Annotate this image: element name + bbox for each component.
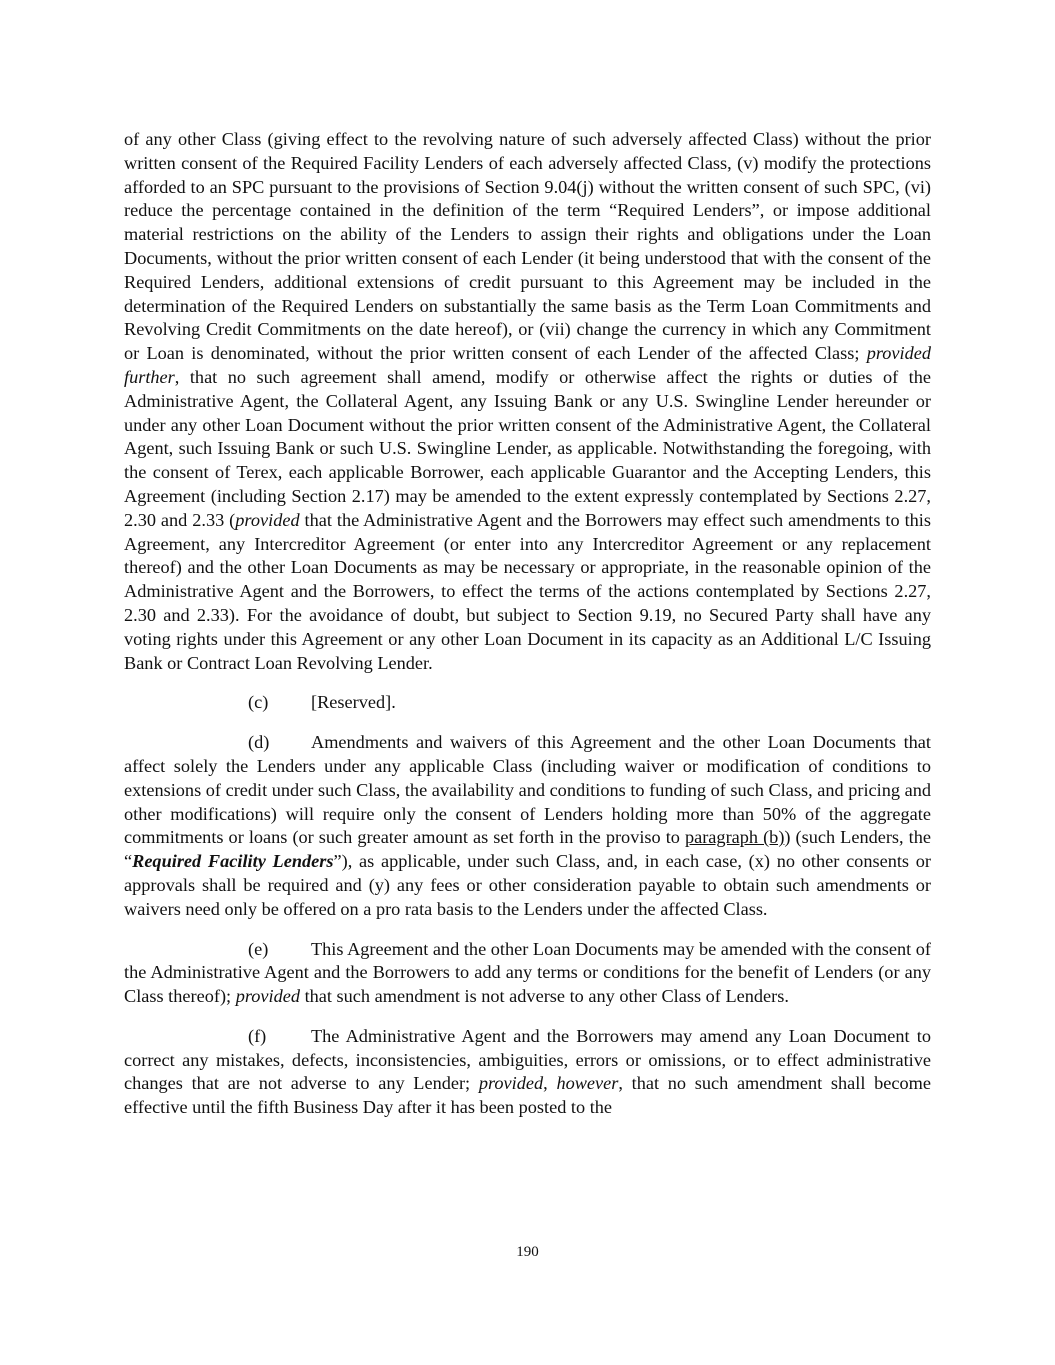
document-page: [124, 128, 931, 1120]
italic-run: however: [556, 1073, 619, 1094]
clause-label: (c): [248, 692, 269, 713]
paragraph-continued: [124, 128, 931, 675]
clause-label: (e): [248, 938, 269, 959]
text-run: of any other Class (giving effect to the revolving nature of such adversely affected Class) without the prior written consent of the Required Facility Lenders of each adversely affected Class, (v) modify the protections afforded to an SPC pursuant to the provisions of Section 9.04(j) without the written consent of such SPC, (vi) reduce the percentage contained in the definition of the term “Required Lenders”, or impose additional material restrictions on the ability of the Lenders to assign their rights and obligations under the Loan Documents, without the prior written consent of each Lender (it being understood that with the consent of the Required Lenders, additional extensions of credit pursuant to this Agreement may be included in the determination of the Required Lenders on substantially the same basis as the Term Loan Commitments and Revolving Credit Commitments on the date hereof), or (vii) change the currency in which any Commitment or Loan is denominated, without the prior written consent of each Lender of the affected Class;: [124, 129, 931, 364]
text-run: that the Administrative Agent and the Borrowers may effect such amendments to this Agreement, any Intercreditor Agreement (or enter into any Intercreditor Agreement or any replacement thereof) and the other Loan Documents as may be necessary or appropriate, in the reasonable opinion of the Administrative Agent and the Borrowers, to effect the terms of the actions contemplated by Sections 2.27, 2.30 and 2.33). For the avoidance of doubt, but subject to Section 9.19, no Secured Party shall have any voting rights under this Agreement or any other Loan Document in its capacity as an Additional L/C Issuing Bank or Contract Loan Revolving Lender.: [124, 509, 931, 673]
text-run: ”), as applicable, under such Class, and, in each case, (x) no other consents or approvals shall be required and (y) any fees or other consideration payable to obtain such amendments or waivers need only be offered on a pro rata basis to the Lenders under the affected Class.: [124, 851, 932, 919]
text-run: ,: [543, 1073, 557, 1094]
paragraph-d: [124, 731, 931, 921]
text-run: This Agreement and the other Loan Documents may be amended with the consent of the Administrative Agent and the Borrowers to add any terms or conditions for the benefit of Lenders (or any Class thereof);: [124, 938, 931, 1007]
italic-run: provided: [235, 509, 300, 530]
clause-label: (f): [248, 1025, 267, 1046]
clause-label: (d): [248, 732, 270, 753]
page-number: 190: [516, 1244, 539, 1260]
paragraph-f: [124, 1025, 931, 1120]
cross-reference-link[interactable]: paragraph (b): [684, 827, 785, 848]
italic-run: provided: [478, 1073, 544, 1094]
text-run: , that no such agreement shall amend, modify or otherwise affect the rights or duties of the Administrative Agent, the Collateral Agent, any Issuing Bank or any U.S. Swingline Lender hereunder or under any other Loan Document without the prior written consent of the Administrative Agent, the Collateral Agent, such Issuing Bank or such U.S. Swingline Lender, as applicable. Notwithstanding the foregoing, with the consent of Terex, each applicable Borrower, each applicable Guarantor and the Accepting Lenders, this Agreement (including Section 2.17) may be amended to the extent expressly contemplated by Sections 2.27, 2.30 and 2.33 (: [124, 366, 931, 530]
defined-term: Required Facility Lenders: [132, 851, 334, 872]
paragraph-e: [124, 938, 931, 1009]
text-run: The Administrative Agent and the Borrowers may amend any Loan Document to correct any mistakes, defects, inconsistencies, ambiguities, errors or omissions, or to effect administrative changes that are not adverse to any Lender;: [124, 1025, 931, 1094]
text-run: Amendments and waivers of this Agreement and the other Loan Documents that affect solely the Lenders under any applicable Class (including waiver or modification of conditions to extensions of credit under such Class, the availability and conditions to funding of such Class, and pricing and other modifications) will require only the consent of Lenders holding more than 50% of the aggregate commitments or loans (or such greater amount as set forth in the proviso to: [124, 732, 931, 848]
paragraph-c: [124, 691, 931, 715]
text-run: , that no such amendment shall become effective until the fifth Business Day after it has been posted to the: [124, 1073, 931, 1118]
italic-run: provided: [235, 986, 300, 1007]
text-run: that such amendment is not adverse to any other Class of Lenders.: [300, 986, 789, 1007]
text-run: ) (such Lenders, the “: [124, 827, 931, 872]
text-run: [Reserved].: [311, 692, 396, 713]
italic-run: provided further: [124, 343, 931, 387]
